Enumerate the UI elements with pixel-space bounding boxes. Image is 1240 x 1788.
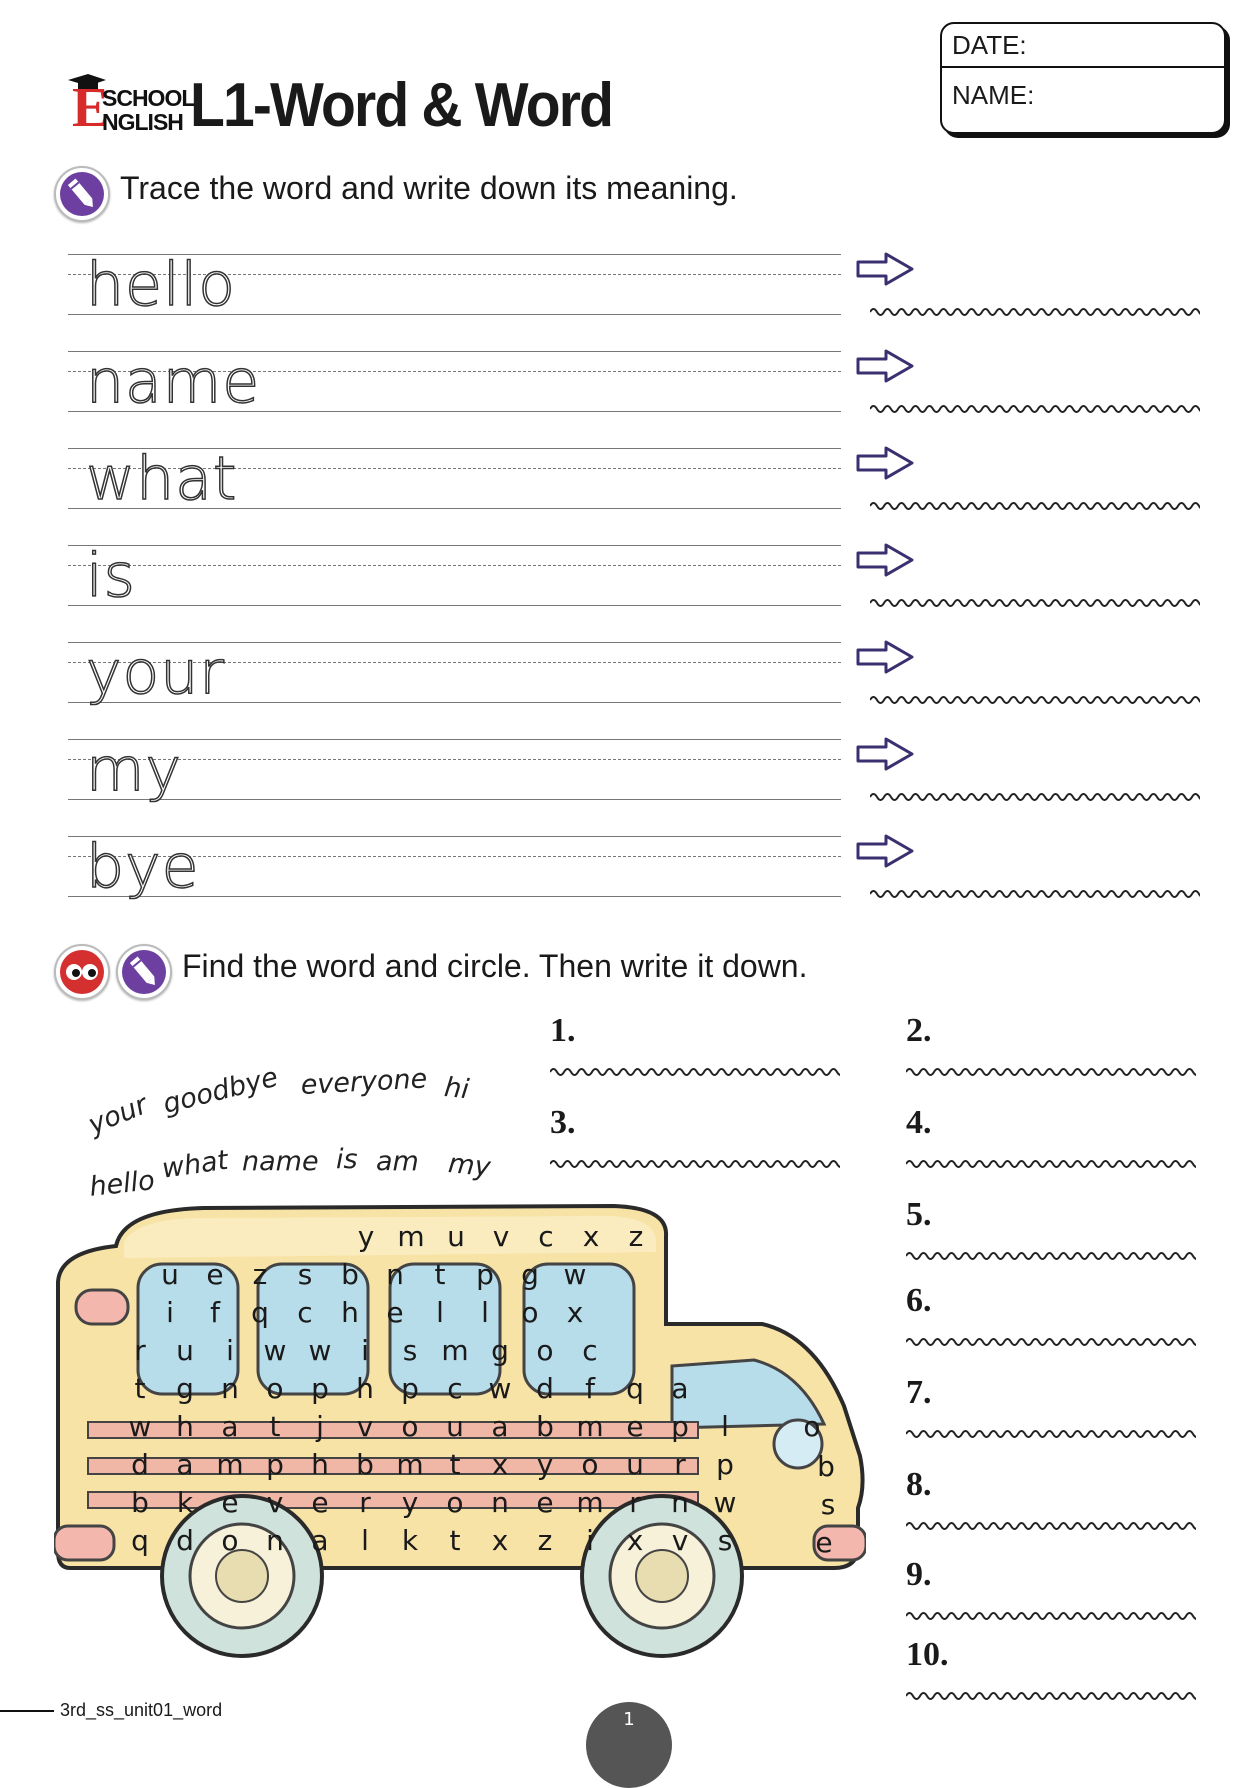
grid-letter[interactable]: m bbox=[397, 1220, 425, 1253]
grid-letter[interactable]: p bbox=[401, 1372, 419, 1405]
answer-write-line[interactable] bbox=[906, 1334, 1196, 1348]
grid-letter[interactable]: e bbox=[386, 1296, 404, 1329]
grid-letter[interactable]: t bbox=[269, 1410, 281, 1443]
grid-letter[interactable]: u bbox=[626, 1448, 644, 1481]
grid-letter[interactable]: e bbox=[626, 1410, 644, 1443]
grid-letter[interactable]: e bbox=[221, 1486, 239, 1519]
grid-letter[interactable]: g bbox=[491, 1334, 509, 1367]
grid-letter[interactable]: i bbox=[166, 1296, 174, 1329]
grid-letter[interactable]: k bbox=[176, 1486, 194, 1519]
meaning-write-line[interactable] bbox=[870, 886, 1200, 900]
guide-line-bottom bbox=[68, 605, 841, 606]
arrow-icon bbox=[856, 834, 914, 868]
trace-word: your bbox=[86, 638, 225, 708]
trace-word: is bbox=[86, 541, 136, 611]
grid-letter[interactable]: i bbox=[361, 1334, 369, 1367]
arrow-icon bbox=[856, 543, 914, 577]
grid-letter[interactable]: b bbox=[356, 1448, 374, 1481]
grid-letter[interactable]: y bbox=[536, 1448, 554, 1481]
answer-write-line[interactable] bbox=[906, 1608, 1196, 1622]
logo-text-english: NGLISH bbox=[102, 109, 183, 135]
arrow-icon bbox=[856, 349, 914, 383]
grid-letter[interactable]: w bbox=[308, 1334, 332, 1367]
answer-write-line[interactable] bbox=[550, 1064, 840, 1078]
grid-letter[interactable]: n bbox=[266, 1524, 284, 1557]
grid-letter[interactable]: r bbox=[134, 1334, 146, 1367]
logo-letter-e: E bbox=[72, 77, 110, 139]
grid-letter[interactable]: v bbox=[266, 1486, 284, 1519]
grid-letter[interactable]: t bbox=[449, 1524, 461, 1557]
grid-letter[interactable]: o bbox=[401, 1410, 419, 1443]
trace-row bbox=[68, 444, 841, 514]
grid-letter[interactable]: p bbox=[716, 1448, 734, 1481]
trace-row bbox=[68, 347, 841, 417]
grid-letter[interactable]: h bbox=[356, 1372, 374, 1405]
guide-line-top bbox=[68, 739, 841, 740]
grid-letter[interactable]: r bbox=[359, 1486, 371, 1519]
answer-write-line[interactable] bbox=[906, 1064, 1196, 1078]
grid-letter[interactable]: a bbox=[311, 1524, 329, 1557]
bank-word: name bbox=[242, 1146, 319, 1177]
grid-letter[interactable]: w bbox=[488, 1372, 512, 1405]
grid-letter[interactable]: t bbox=[449, 1448, 461, 1481]
guide-line-top bbox=[68, 545, 841, 546]
answer-number: 2. bbox=[906, 1012, 932, 1049]
grid-letter[interactable]: x bbox=[582, 1220, 600, 1253]
grid-letter[interactable]: i bbox=[586, 1524, 594, 1557]
arrow-icon bbox=[856, 252, 914, 286]
grid-letter[interactable]: c bbox=[538, 1220, 554, 1253]
arrow-icon bbox=[856, 640, 914, 674]
meaning-write-line[interactable] bbox=[870, 304, 1200, 318]
footer-file-code bbox=[0, 1700, 222, 1721]
grid-letter[interactable]: e bbox=[536, 1486, 554, 1519]
grid-letter[interactable]: a bbox=[671, 1372, 689, 1405]
bank-word: goodbye bbox=[160, 1061, 282, 1121]
grid-letter[interactable]: e bbox=[206, 1258, 224, 1291]
eyes-icon bbox=[54, 944, 110, 1000]
grid-letter[interactable]: m bbox=[216, 1448, 244, 1481]
trace-word: my bbox=[86, 735, 182, 805]
grid-letter[interactable]: g bbox=[176, 1372, 194, 1405]
grid-letter[interactable]: y bbox=[401, 1486, 419, 1519]
grid-letter[interactable]: i bbox=[226, 1334, 234, 1367]
grid-letter[interactable]: u bbox=[176, 1334, 194, 1367]
grid-letter[interactable]: d bbox=[131, 1448, 149, 1481]
answer-number: 1. bbox=[550, 1012, 576, 1049]
grid-letter[interactable]: a bbox=[491, 1410, 509, 1443]
trace-row bbox=[68, 638, 841, 708]
bank-word: am bbox=[376, 1146, 419, 1177]
answer-number: 4. bbox=[906, 1104, 932, 1141]
date-name-box bbox=[940, 22, 1226, 134]
grid-letter[interactable]: m bbox=[576, 1486, 604, 1519]
trace-row bbox=[68, 541, 841, 611]
box-divider bbox=[942, 66, 1224, 68]
grid-letter[interactable]: u bbox=[161, 1258, 179, 1291]
grid-letter[interactable]: h bbox=[341, 1296, 359, 1329]
grid-letter[interactable]: u bbox=[447, 1220, 465, 1253]
grid-letter[interactable]: u bbox=[446, 1410, 464, 1443]
section1-instruction: Trace the word and write down its meaning. bbox=[120, 170, 738, 206]
grid-letter[interactable]: l bbox=[481, 1296, 489, 1329]
grid-letter[interactable]: e bbox=[311, 1486, 329, 1519]
grid-letter[interactable]: n bbox=[386, 1258, 404, 1291]
trace-word: hello bbox=[86, 250, 236, 320]
answer-write-line[interactable] bbox=[906, 1518, 1196, 1532]
trace-row bbox=[68, 250, 841, 320]
grid-letter[interactable]: t bbox=[434, 1258, 446, 1291]
grid-letter[interactable]: b bbox=[536, 1410, 554, 1443]
grid-letter[interactable]: p bbox=[476, 1258, 494, 1291]
meaning-write-line[interactable] bbox=[870, 692, 1200, 706]
meaning-write-line[interactable] bbox=[870, 595, 1200, 609]
grid-letter[interactable]: w bbox=[263, 1334, 287, 1367]
grid-letter[interactable]: o bbox=[266, 1372, 284, 1405]
grid-letter[interactable]: q bbox=[131, 1524, 149, 1557]
meaning-write-line[interactable] bbox=[870, 498, 1200, 512]
grid-letter[interactable]: s bbox=[297, 1258, 313, 1291]
grid-letter[interactable]: c bbox=[447, 1372, 463, 1405]
section2-instruction: Find the word and circle. Then write it down. bbox=[182, 948, 808, 984]
grid-letter[interactable]: l bbox=[721, 1410, 729, 1443]
grid-letter[interactable]: n bbox=[671, 1486, 689, 1519]
grid-letter[interactable]: g bbox=[521, 1258, 539, 1291]
grid-letter[interactable]: d bbox=[176, 1524, 194, 1557]
answer-number: 5. bbox=[906, 1196, 932, 1233]
answer-number: 3. bbox=[550, 1104, 576, 1141]
grid-letter[interactable]: j bbox=[316, 1410, 324, 1443]
grid-letter[interactable]: b bbox=[131, 1486, 149, 1519]
grid-letter[interactable]: w bbox=[713, 1486, 737, 1519]
grid-letter[interactable]: f bbox=[210, 1296, 220, 1329]
pencil-icon bbox=[54, 166, 110, 222]
bank-word: everyone bbox=[300, 1063, 428, 1101]
grid-letter[interactable]: a bbox=[176, 1448, 194, 1481]
answer-write-line[interactable] bbox=[550, 1156, 840, 1170]
grid-letter[interactable]: t bbox=[134, 1372, 146, 1405]
grid-letter[interactable]: q bbox=[626, 1372, 644, 1405]
arrow-icon bbox=[856, 737, 914, 771]
grid-letter[interactable]: b bbox=[341, 1258, 359, 1291]
bank-word: your bbox=[84, 1089, 152, 1141]
grid-letter[interactable]: h bbox=[311, 1448, 329, 1481]
grid-letter[interactable]: s bbox=[402, 1334, 418, 1367]
date-label: DATE: bbox=[952, 30, 1027, 60]
grid-letter[interactable]: r bbox=[629, 1486, 641, 1519]
grid-letter[interactable]: s bbox=[717, 1524, 733, 1557]
grid-letter[interactable]: o bbox=[803, 1410, 821, 1443]
grid-letter[interactable]: z bbox=[252, 1258, 268, 1291]
grid-letter[interactable]: m bbox=[396, 1448, 424, 1481]
grid-letter[interactable]: h bbox=[176, 1410, 194, 1443]
grid-letter[interactable]: x bbox=[626, 1524, 644, 1557]
grid-letter[interactable]: w bbox=[128, 1410, 152, 1443]
grid-letter[interactable]: q bbox=[251, 1296, 269, 1329]
meaning-write-line[interactable] bbox=[870, 789, 1200, 803]
bank-word: is bbox=[336, 1144, 358, 1175]
guide-line-mid bbox=[68, 759, 841, 760]
bank-word: hi bbox=[442, 1072, 471, 1106]
grid-letter[interactable]: n bbox=[221, 1372, 239, 1405]
grid-letter[interactable]: l bbox=[436, 1296, 444, 1329]
trace-word: bye bbox=[86, 832, 200, 902]
bank-word: hello bbox=[88, 1165, 157, 1203]
page-title: L1-Word & Word bbox=[190, 71, 613, 140]
answer-write-line[interactable] bbox=[906, 1156, 1196, 1170]
trace-word: name bbox=[86, 347, 261, 417]
grid-letter[interactable]: v bbox=[492, 1220, 510, 1253]
answer-number: 8. bbox=[906, 1466, 932, 1503]
guide-line-bottom bbox=[68, 799, 841, 800]
bank-word: my bbox=[446, 1148, 493, 1184]
grid-letter[interactable]: k bbox=[401, 1524, 419, 1557]
grid-letter[interactable]: y bbox=[357, 1220, 375, 1253]
footer-rule bbox=[0, 1710, 54, 1712]
grid-letter[interactable]: p bbox=[311, 1372, 329, 1405]
grid-letter[interactable]: m bbox=[576, 1410, 604, 1443]
page-number: 1 bbox=[586, 1702, 672, 1788]
answer-write-line[interactable] bbox=[906, 1688, 1196, 1702]
grid-letter[interactable]: w bbox=[563, 1258, 587, 1291]
grid-letter[interactable]: o bbox=[521, 1296, 539, 1329]
grid-letter[interactable]: x bbox=[566, 1296, 584, 1329]
grid-letter[interactable]: z bbox=[537, 1524, 553, 1557]
file-code-text: 3rd_ss_unit01_word bbox=[60, 1700, 223, 1720]
grid-letter[interactable]: d bbox=[536, 1372, 554, 1405]
grid-letter[interactable]: o bbox=[536, 1334, 554, 1367]
grid-letter[interactable]: b bbox=[817, 1450, 835, 1483]
guide-line-mid bbox=[68, 565, 841, 566]
answer-number: 6. bbox=[906, 1282, 932, 1319]
school-english-logo bbox=[66, 74, 195, 139]
grid-letter[interactable]: x bbox=[491, 1448, 509, 1481]
grid-letter[interactable]: r bbox=[674, 1448, 686, 1481]
grid-letter[interactable]: e bbox=[815, 1526, 833, 1559]
arrow-icon bbox=[856, 446, 914, 480]
grid-letter[interactable]: p bbox=[266, 1448, 284, 1481]
grid-letter[interactable]: p bbox=[671, 1410, 689, 1443]
grid-letter[interactable]: f bbox=[585, 1372, 595, 1405]
grid-letter[interactable]: l bbox=[361, 1524, 369, 1557]
trace-row bbox=[68, 735, 841, 805]
name-label: NAME: bbox=[952, 80, 1035, 110]
grid-letter[interactable]: v bbox=[671, 1524, 689, 1557]
answer-write-line[interactable] bbox=[906, 1248, 1196, 1262]
grid-letter[interactable]: a bbox=[221, 1410, 239, 1443]
pencil-icon bbox=[116, 944, 172, 1000]
grid-letter[interactable]: v bbox=[356, 1410, 374, 1443]
logo-text-school: SCHOOL bbox=[102, 85, 195, 111]
grid-letter[interactable]: o bbox=[446, 1486, 464, 1519]
grid-letter[interactable]: x bbox=[491, 1524, 509, 1557]
trace-row bbox=[68, 832, 841, 902]
grid-letter[interactable]: z bbox=[628, 1220, 644, 1253]
grid-letter[interactable]: m bbox=[441, 1334, 469, 1367]
answer-number: 10. bbox=[906, 1636, 949, 1673]
answer-number: 7. bbox=[906, 1374, 932, 1411]
grid-letter[interactable]: n bbox=[491, 1486, 509, 1519]
trace-word: what bbox=[86, 444, 238, 514]
grid-letter[interactable]: s bbox=[820, 1488, 836, 1521]
grid-letter[interactable]: o bbox=[221, 1524, 239, 1557]
answer-write-line[interactable] bbox=[906, 1426, 1196, 1440]
bank-word: what bbox=[160, 1144, 230, 1185]
grid-letter[interactable]: c bbox=[582, 1334, 598, 1367]
grid-letter[interactable]: c bbox=[297, 1296, 313, 1329]
answer-number: 9. bbox=[906, 1556, 932, 1593]
meaning-write-line[interactable] bbox=[870, 401, 1200, 415]
grid-letter[interactable]: o bbox=[581, 1448, 599, 1481]
